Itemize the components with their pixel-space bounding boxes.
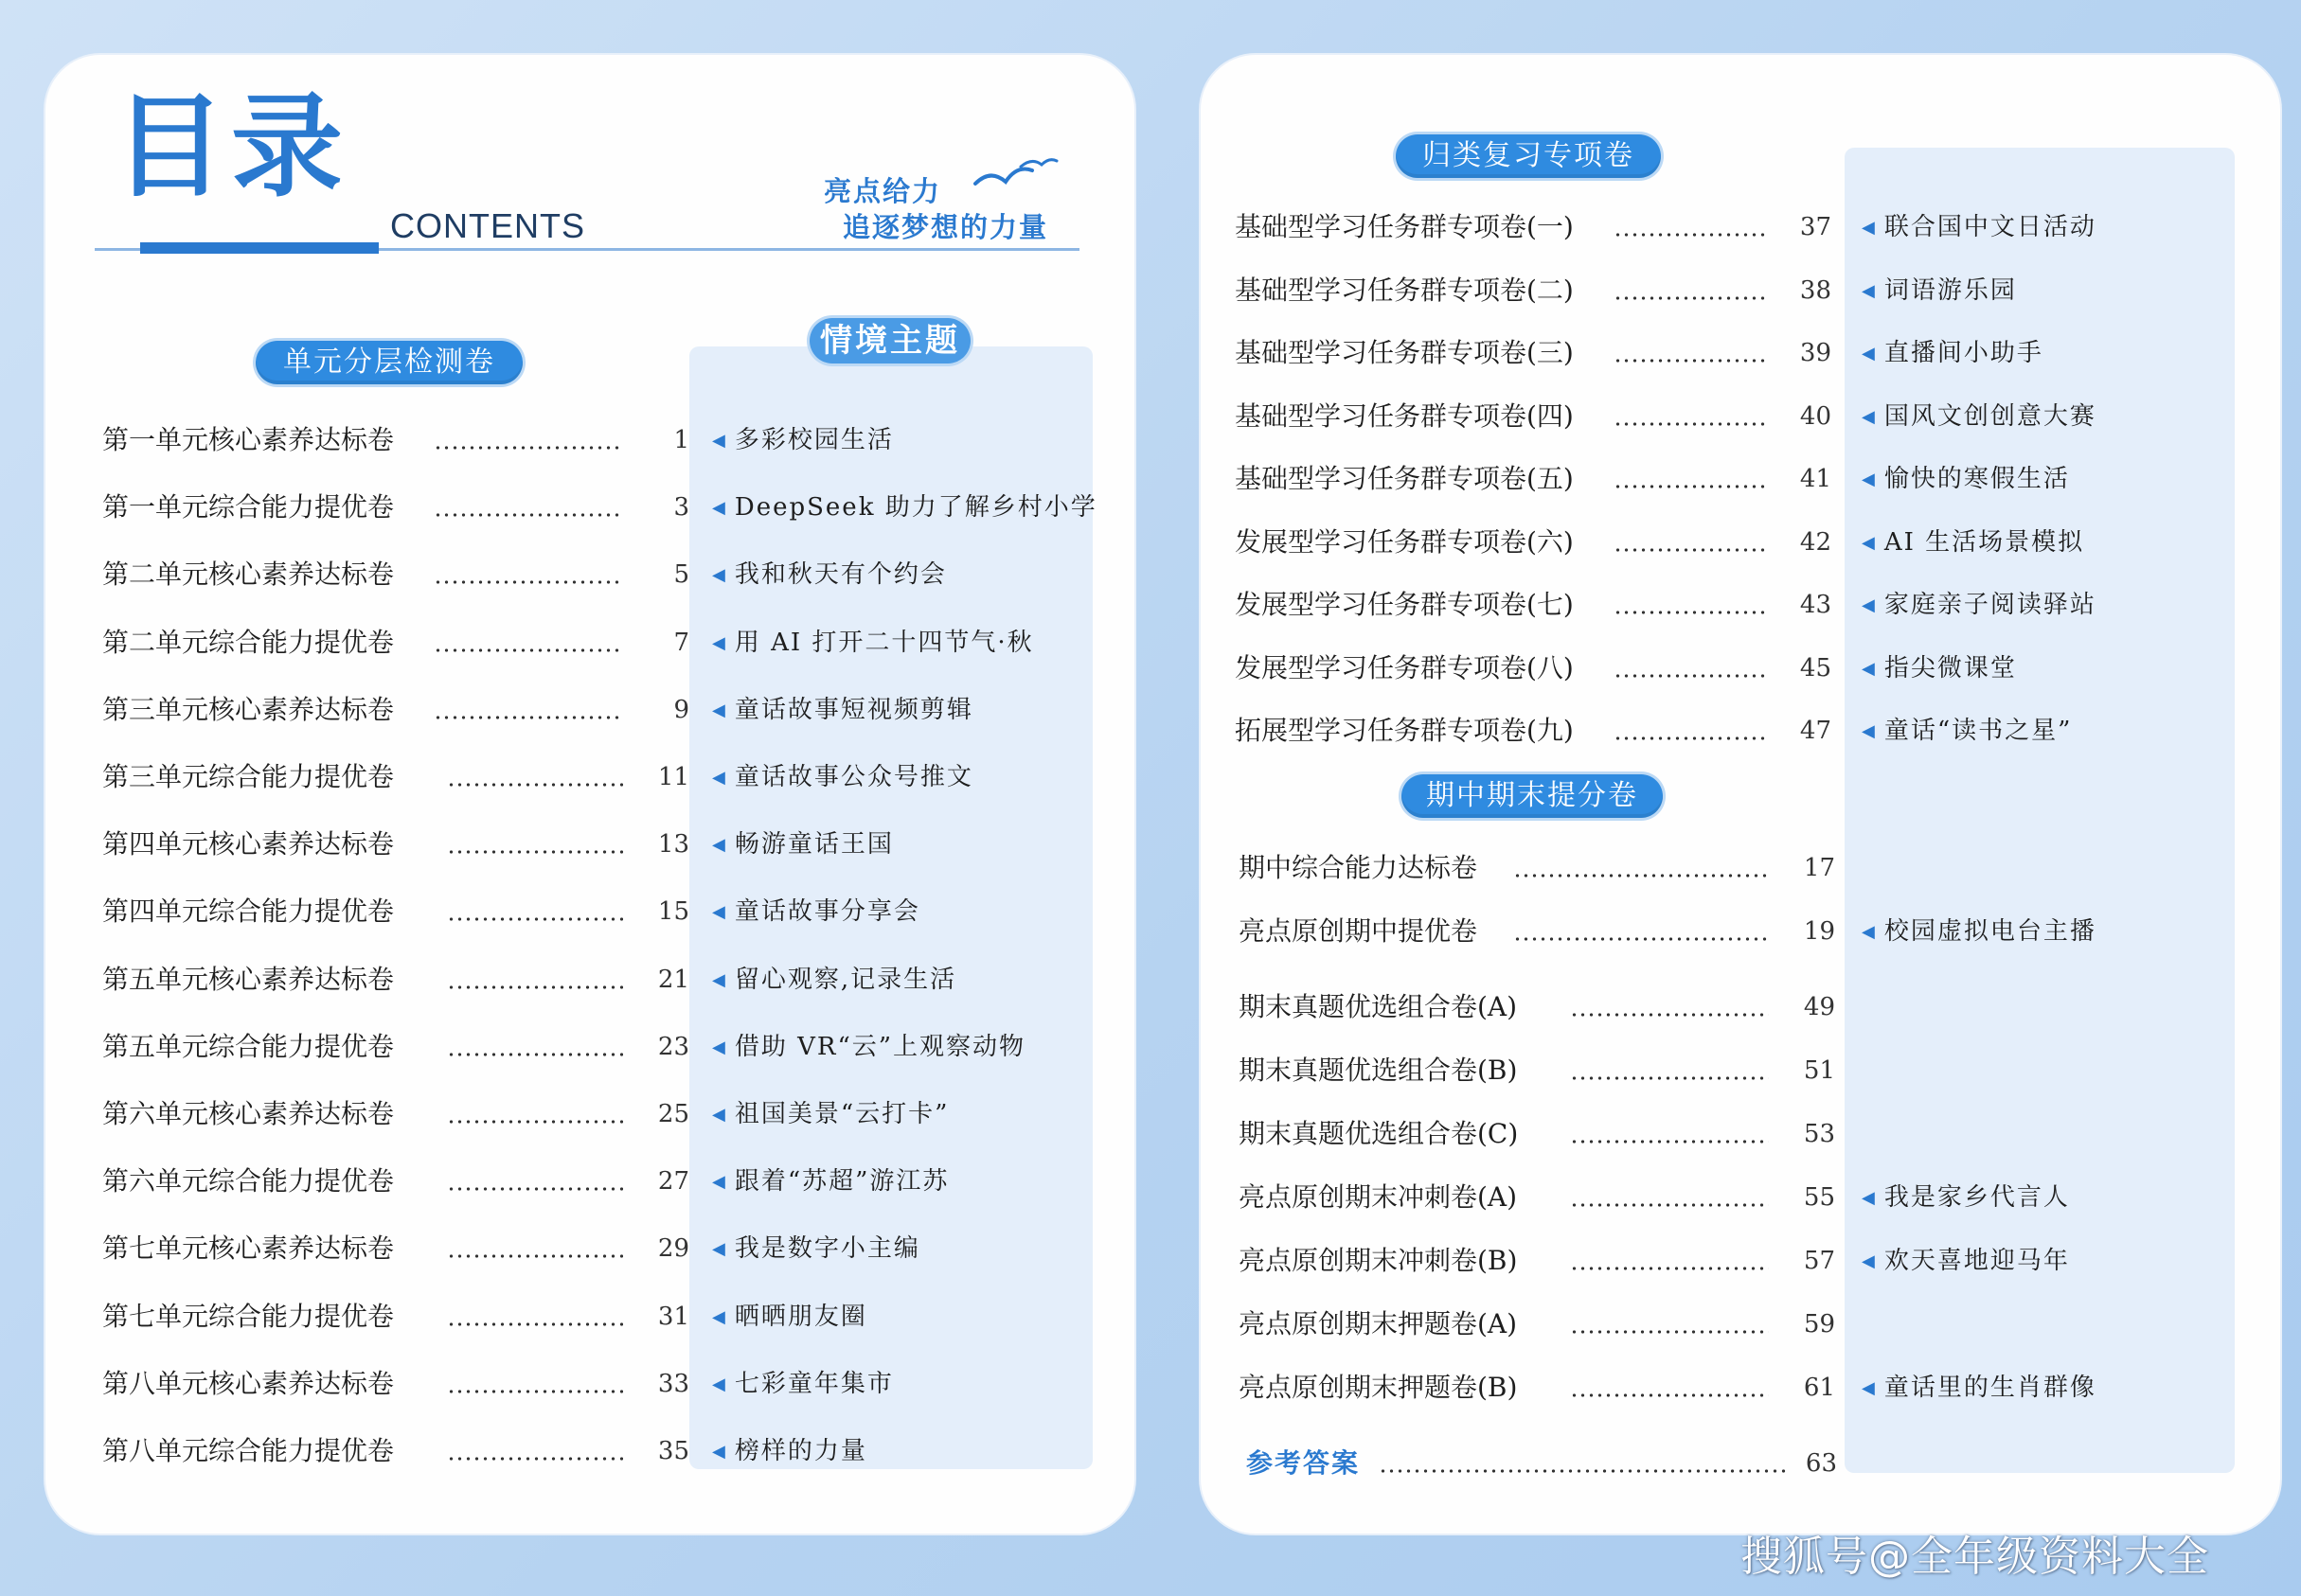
toc-row-title: 期中综合能力达标卷 xyxy=(1239,852,1478,883)
toc-row-title: 第七单元核心素养达标卷 xyxy=(102,1232,395,1264)
toc-row[interactable] xyxy=(1239,913,1835,950)
toc-row-title: 亮点原创期末押题卷(A) xyxy=(1239,1308,1518,1339)
toc-row-page: 59 xyxy=(1803,1310,1835,1339)
theme-item-label: 我是家乡代言人 xyxy=(1883,1183,2070,1212)
arrow-bullet-icon: ◀ xyxy=(712,431,725,451)
arrow-bullet-icon: ◀ xyxy=(712,1239,725,1259)
toc-row-page: 1 xyxy=(673,426,689,454)
toc-row[interactable] xyxy=(1239,1179,1835,1216)
theme-item-label: 畅游童话王国 xyxy=(734,830,894,859)
toc-row[interactable] xyxy=(102,1095,689,1133)
arrow-bullet-icon: ◀ xyxy=(1862,1188,1875,1208)
leader-dots xyxy=(1614,485,1765,488)
toc-row[interactable] xyxy=(1239,1115,1835,1153)
toc-row[interactable] xyxy=(1235,398,1831,435)
arrow-bullet-icon: ◀ xyxy=(712,1442,725,1462)
theme-item xyxy=(1862,1369,2096,1407)
theme-item xyxy=(712,961,956,999)
toc-row-page: 7 xyxy=(673,629,689,657)
toc-row-page: 47 xyxy=(1799,717,1831,745)
leader-dots xyxy=(1614,233,1765,237)
leader-dots xyxy=(447,985,623,989)
theme-item xyxy=(1862,1179,2070,1216)
theme-item-label: 欢天喜地迎马年 xyxy=(1883,1247,2070,1275)
toc-row[interactable] xyxy=(1239,849,1835,887)
toc-row[interactable] xyxy=(102,758,689,796)
toc-row-title: 期末真题优选组合卷(B) xyxy=(1239,1055,1518,1086)
theme-item-label: 我和秋天有个约会 xyxy=(734,560,947,589)
theme-item xyxy=(712,488,1097,526)
answers-page-number: 63 xyxy=(1805,1449,1837,1478)
arrow-bullet-icon: ◀ xyxy=(1862,470,1875,489)
toc-row[interactable] xyxy=(102,1028,689,1066)
toc-row-page: 49 xyxy=(1803,993,1835,1021)
leader-dots xyxy=(1513,937,1769,941)
leader-dots xyxy=(447,1390,623,1393)
leader-dots xyxy=(447,850,623,854)
leader-dots xyxy=(1513,874,1769,878)
page-title: 目录 xyxy=(114,81,349,212)
leader-dots xyxy=(1570,1013,1769,1017)
theme-item-label: 联合国中文日活动 xyxy=(1883,213,2096,241)
theme-item-label: 童话里的生肖群像 xyxy=(1883,1374,2096,1402)
arrow-bullet-icon: ◀ xyxy=(1862,1378,1875,1398)
slogan-line-2: 追逐梦想的力量 xyxy=(843,211,1049,243)
theme-item xyxy=(712,1162,949,1200)
arrow-bullet-icon: ◀ xyxy=(1862,595,1875,615)
theme-item xyxy=(712,1432,867,1470)
leader-dots xyxy=(447,783,623,787)
theme-item-label: 借助 VR“云”上观察动物 xyxy=(734,1033,1026,1061)
section-themes: 情境主题 xyxy=(810,318,971,364)
toc-row-title: 第五单元核心素养达标卷 xyxy=(102,964,395,995)
theme-item xyxy=(1862,913,2096,950)
leader-dots xyxy=(1570,1140,1769,1144)
arrow-bullet-icon: ◀ xyxy=(712,498,725,518)
toc-row-page: 45 xyxy=(1799,654,1831,683)
arrow-bullet-icon: ◀ xyxy=(712,1105,725,1125)
toc-row-title: 第七单元综合能力提优卷 xyxy=(102,1301,395,1332)
theme-item-label: 童话故事分享会 xyxy=(734,897,920,926)
toc-row-title: 第一单元核心素养达标卷 xyxy=(102,424,395,455)
birds-icon xyxy=(973,155,1059,193)
toc-row-title: 亮点原创期中提优卷 xyxy=(1239,915,1478,947)
toc-row-page: 35 xyxy=(657,1437,689,1465)
leader-dots xyxy=(1614,296,1765,300)
toc-row[interactable] xyxy=(1235,586,1831,624)
toc-row[interactable] xyxy=(1239,1369,1835,1407)
leader-dots xyxy=(1570,1393,1769,1397)
leader-dots xyxy=(1570,1076,1769,1080)
toc-row-title: 基础型学习任务群专项卷(五) xyxy=(1235,463,1574,494)
leader-dots xyxy=(434,648,623,652)
toc-row-page: 41 xyxy=(1799,465,1831,493)
arrow-bullet-icon: ◀ xyxy=(1862,281,1875,301)
toc-row-page: 43 xyxy=(1799,591,1831,619)
leader-dots xyxy=(434,716,623,719)
theme-item-label: DeepSeek 助力了解乡村小学 xyxy=(734,493,1097,522)
toc-row[interactable] xyxy=(102,488,689,526)
toc-row-page: 37 xyxy=(1799,213,1831,241)
theme-item xyxy=(712,825,894,863)
arrow-bullet-icon: ◀ xyxy=(712,1374,725,1394)
page-title-en: CONTENTS xyxy=(390,206,585,245)
theme-item xyxy=(1862,334,2043,372)
theme-item xyxy=(712,758,973,796)
arrow-bullet-icon: ◀ xyxy=(1862,721,1875,741)
theme-item xyxy=(712,893,920,931)
toc-row-title: 拓展型学习任务群专项卷(九) xyxy=(1235,715,1574,746)
leader-dots xyxy=(447,1053,623,1056)
theme-item xyxy=(712,624,1034,662)
leader-dots xyxy=(1614,422,1765,426)
theme-item-label: 我是数字小主编 xyxy=(734,1234,920,1263)
toc-row-page: 40 xyxy=(1799,402,1831,431)
arrow-bullet-icon: ◀ xyxy=(712,1037,725,1057)
theme-item xyxy=(1862,272,2017,310)
toc-row-title: 第五单元综合能力提优卷 xyxy=(102,1031,395,1062)
theme-item-label: 词语游乐园 xyxy=(1883,276,2017,305)
answers-leader-dots xyxy=(1379,1469,1788,1473)
toc-row-title: 基础型学习任务群专项卷(一) xyxy=(1235,211,1574,242)
arrow-bullet-icon: ◀ xyxy=(712,633,725,653)
theme-item-label: 国风文创创意大赛 xyxy=(1883,402,2096,431)
toc-row[interactable] xyxy=(102,1365,689,1403)
theme-item xyxy=(712,1365,894,1403)
toc-row-title: 基础型学习任务群专项卷(三) xyxy=(1235,337,1574,368)
toc-row-page: 23 xyxy=(657,1033,689,1061)
arrow-bullet-icon: ◀ xyxy=(1862,1251,1875,1271)
toc-row-page: 27 xyxy=(657,1167,689,1196)
toc-row[interactable] xyxy=(102,893,689,931)
toc-row[interactable] xyxy=(1235,272,1831,310)
leader-dots xyxy=(447,1322,623,1326)
leader-dots xyxy=(1614,674,1765,678)
toc-row[interactable] xyxy=(1239,988,1835,1026)
toc-row-page: 33 xyxy=(657,1370,689,1398)
theme-item-label: 指尖微课堂 xyxy=(1883,654,2017,683)
arrow-bullet-icon: ◀ xyxy=(712,970,725,990)
toc-row-title: 亮点原创期末冲刺卷(B) xyxy=(1239,1245,1518,1276)
theme-item-label: 童话“读书之星” xyxy=(1883,717,2073,745)
theme-item-label: 童话故事短视频剪辑 xyxy=(734,696,973,724)
toc-row-page: 11 xyxy=(657,763,689,791)
toc-row-page: 21 xyxy=(657,966,689,994)
section-review: 归类复习专项卷 xyxy=(1396,134,1661,178)
toc-row-page: 57 xyxy=(1803,1247,1835,1275)
toc-row-page: 42 xyxy=(1799,528,1831,557)
theme-item xyxy=(1862,398,2096,435)
toc-row[interactable] xyxy=(102,1432,689,1470)
theme-item-label: 跟着“苏超”游江苏 xyxy=(734,1167,950,1196)
leader-dots xyxy=(447,1187,623,1191)
leader-dots xyxy=(1614,359,1765,363)
theme-item-label: 晒晒朋友圈 xyxy=(734,1303,867,1331)
toc-row-page: 25 xyxy=(657,1100,689,1128)
toc-row-title: 基础型学习任务群专项卷(二) xyxy=(1235,275,1574,306)
theme-item-label: 家庭亲子阅读驿站 xyxy=(1883,591,2096,619)
theme-item xyxy=(712,1028,1026,1066)
toc-row[interactable] xyxy=(1239,1305,1835,1343)
slogan-line-1: 亮点给力 xyxy=(824,175,942,207)
arrow-bullet-icon: ◀ xyxy=(712,1172,725,1192)
toc-row[interactable] xyxy=(102,556,689,594)
toc-row-page: 19 xyxy=(1803,917,1835,946)
theme-item-label: 愉快的寒假生活 xyxy=(1883,465,2070,493)
arrow-bullet-icon: ◀ xyxy=(712,835,725,855)
section-unit-tests: 单元分层检测卷 xyxy=(256,341,523,384)
theme-item-label: 榜样的力量 xyxy=(734,1437,867,1465)
toc-row-title: 第六单元综合能力提优卷 xyxy=(102,1165,395,1197)
arrow-bullet-icon: ◀ xyxy=(1862,344,1875,364)
toc-row-title: 第四单元核心素养达标卷 xyxy=(102,828,395,860)
theme-item-label: 七彩童年集市 xyxy=(734,1370,894,1398)
theme-item-label: 用 AI 打开二十四节气·秋 xyxy=(734,629,1034,657)
theme-item xyxy=(1862,649,2017,687)
toc-row-title: 期末真题优选组合卷(C) xyxy=(1239,1118,1519,1149)
toc-row[interactable] xyxy=(1239,1052,1835,1090)
toc-row-page: 38 xyxy=(1799,276,1831,305)
theme-item xyxy=(1862,523,2084,561)
theme-item-label: 校园虚拟电台主播 xyxy=(1883,917,2096,946)
toc-row[interactable] xyxy=(102,624,689,662)
toc-row[interactable] xyxy=(1235,523,1831,561)
arrow-bullet-icon: ◀ xyxy=(1862,922,1875,942)
toc-row-title: 亮点原创期末押题卷(B) xyxy=(1239,1372,1518,1403)
leader-dots xyxy=(434,446,623,450)
toc-row-page: 55 xyxy=(1803,1183,1835,1212)
leader-dots xyxy=(1570,1267,1769,1270)
toc-row[interactable] xyxy=(102,1230,689,1268)
arrow-bullet-icon: ◀ xyxy=(712,700,725,720)
toc-row-title: 第三单元综合能力提优卷 xyxy=(102,761,395,792)
leader-dots xyxy=(1570,1203,1769,1207)
toc-row-title: 第八单元综合能力提优卷 xyxy=(102,1435,395,1466)
leader-dots xyxy=(1614,736,1765,740)
theme-item xyxy=(712,1298,867,1336)
toc-row[interactable] xyxy=(1239,1242,1835,1280)
theme-item xyxy=(1862,208,2096,246)
toc-row-page: 39 xyxy=(1799,339,1831,367)
title-underline xyxy=(140,242,379,254)
theme-item-label: AI 生活场景模拟 xyxy=(1883,528,2085,557)
toc-row[interactable] xyxy=(1235,208,1831,246)
toc-row-page: 61 xyxy=(1803,1374,1835,1402)
arrow-bullet-icon: ◀ xyxy=(1862,407,1875,427)
theme-item-label: 童话故事公众号推文 xyxy=(734,763,973,791)
toc-row[interactable] xyxy=(1235,649,1831,687)
toc-row[interactable] xyxy=(1235,334,1831,372)
toc-row[interactable] xyxy=(1235,460,1831,498)
arrow-bullet-icon: ◀ xyxy=(1862,218,1875,238)
leader-dots xyxy=(447,1120,623,1124)
toc-row-page: 9 xyxy=(673,696,689,724)
theme-item xyxy=(712,691,973,729)
theme-item xyxy=(1862,460,2070,498)
leader-dots xyxy=(447,1457,623,1461)
toc-row[interactable] xyxy=(102,421,689,459)
leader-dots xyxy=(434,580,623,584)
toc-row[interactable] xyxy=(102,1162,689,1200)
theme-item-label: 多彩校园生活 xyxy=(734,426,894,454)
leader-dots xyxy=(434,513,623,517)
theme-item xyxy=(1862,1242,2070,1280)
toc-row-title: 基础型学习任务群专项卷(四) xyxy=(1235,400,1574,432)
toc-row-page: 15 xyxy=(657,897,689,926)
arrow-bullet-icon: ◀ xyxy=(712,768,725,788)
theme-item-label: 直播间小助手 xyxy=(1883,339,2043,367)
theme-item xyxy=(1862,712,2072,750)
toc-row-page: 17 xyxy=(1803,854,1835,882)
theme-item xyxy=(712,1230,920,1268)
toc-row-title: 第二单元综合能力提优卷 xyxy=(102,627,395,658)
toc-row-title: 第三单元核心素养达标卷 xyxy=(102,694,395,725)
arrow-bullet-icon: ◀ xyxy=(1862,533,1875,553)
toc-row-title: 发展型学习任务群专项卷(七) xyxy=(1235,589,1574,620)
toc-row[interactable] xyxy=(102,691,689,729)
toc-row[interactable] xyxy=(102,825,689,863)
leader-dots xyxy=(447,1254,623,1258)
arrow-bullet-icon: ◀ xyxy=(1862,659,1875,679)
theme-item xyxy=(712,1095,949,1133)
toc-row-page: 13 xyxy=(657,830,689,859)
leader-dots xyxy=(1614,611,1765,614)
toc-row-title: 第六单元核心素养达标卷 xyxy=(102,1098,395,1129)
leader-dots xyxy=(1570,1330,1769,1334)
theme-item xyxy=(1862,586,2096,624)
section-exams: 期中期末提分卷 xyxy=(1401,774,1663,818)
answers-link[interactable]: 参考答案 xyxy=(1246,1447,1361,1479)
arrow-bullet-icon: ◀ xyxy=(712,902,725,922)
toc-row-title: 期末真题优选组合卷(A) xyxy=(1239,991,1518,1022)
toc-row-title: 第一单元综合能力提优卷 xyxy=(102,491,395,523)
toc-row[interactable] xyxy=(102,961,689,999)
toc-row-title: 发展型学习任务群专项卷(八) xyxy=(1235,652,1574,683)
toc-row-title: 亮点原创期末冲刺卷(A) xyxy=(1239,1181,1518,1213)
toc-row-page: 53 xyxy=(1803,1120,1835,1148)
arrow-bullet-icon: ◀ xyxy=(712,1307,725,1327)
toc-row-title: 发展型学习任务群专项卷(六) xyxy=(1235,526,1574,558)
watermark: 搜狐号@全年级资料大全 xyxy=(1740,1533,2209,1581)
leader-dots xyxy=(1614,548,1765,552)
toc-row-page: 51 xyxy=(1803,1056,1835,1085)
arrow-bullet-icon: ◀ xyxy=(712,565,725,585)
leader-dots xyxy=(447,917,623,921)
toc-row-title: 第二单元核心素养达标卷 xyxy=(102,559,395,590)
toc-row-page: 29 xyxy=(657,1234,689,1263)
theme-item xyxy=(712,421,894,459)
toc-row[interactable] xyxy=(102,1298,689,1336)
theme-item xyxy=(712,556,947,594)
theme-item-label: 留心观察,记录生活 xyxy=(734,966,957,994)
toc-row-page: 3 xyxy=(673,493,689,522)
toc-row-page: 5 xyxy=(673,560,689,589)
toc-row-title: 第八单元核心素养达标卷 xyxy=(102,1368,395,1399)
toc-row[interactable] xyxy=(1235,712,1831,750)
toc-row-page: 31 xyxy=(657,1303,689,1331)
theme-item-label: 祖国美景“云打卡” xyxy=(734,1100,950,1128)
toc-row-title: 第四单元综合能力提优卷 xyxy=(102,896,395,927)
